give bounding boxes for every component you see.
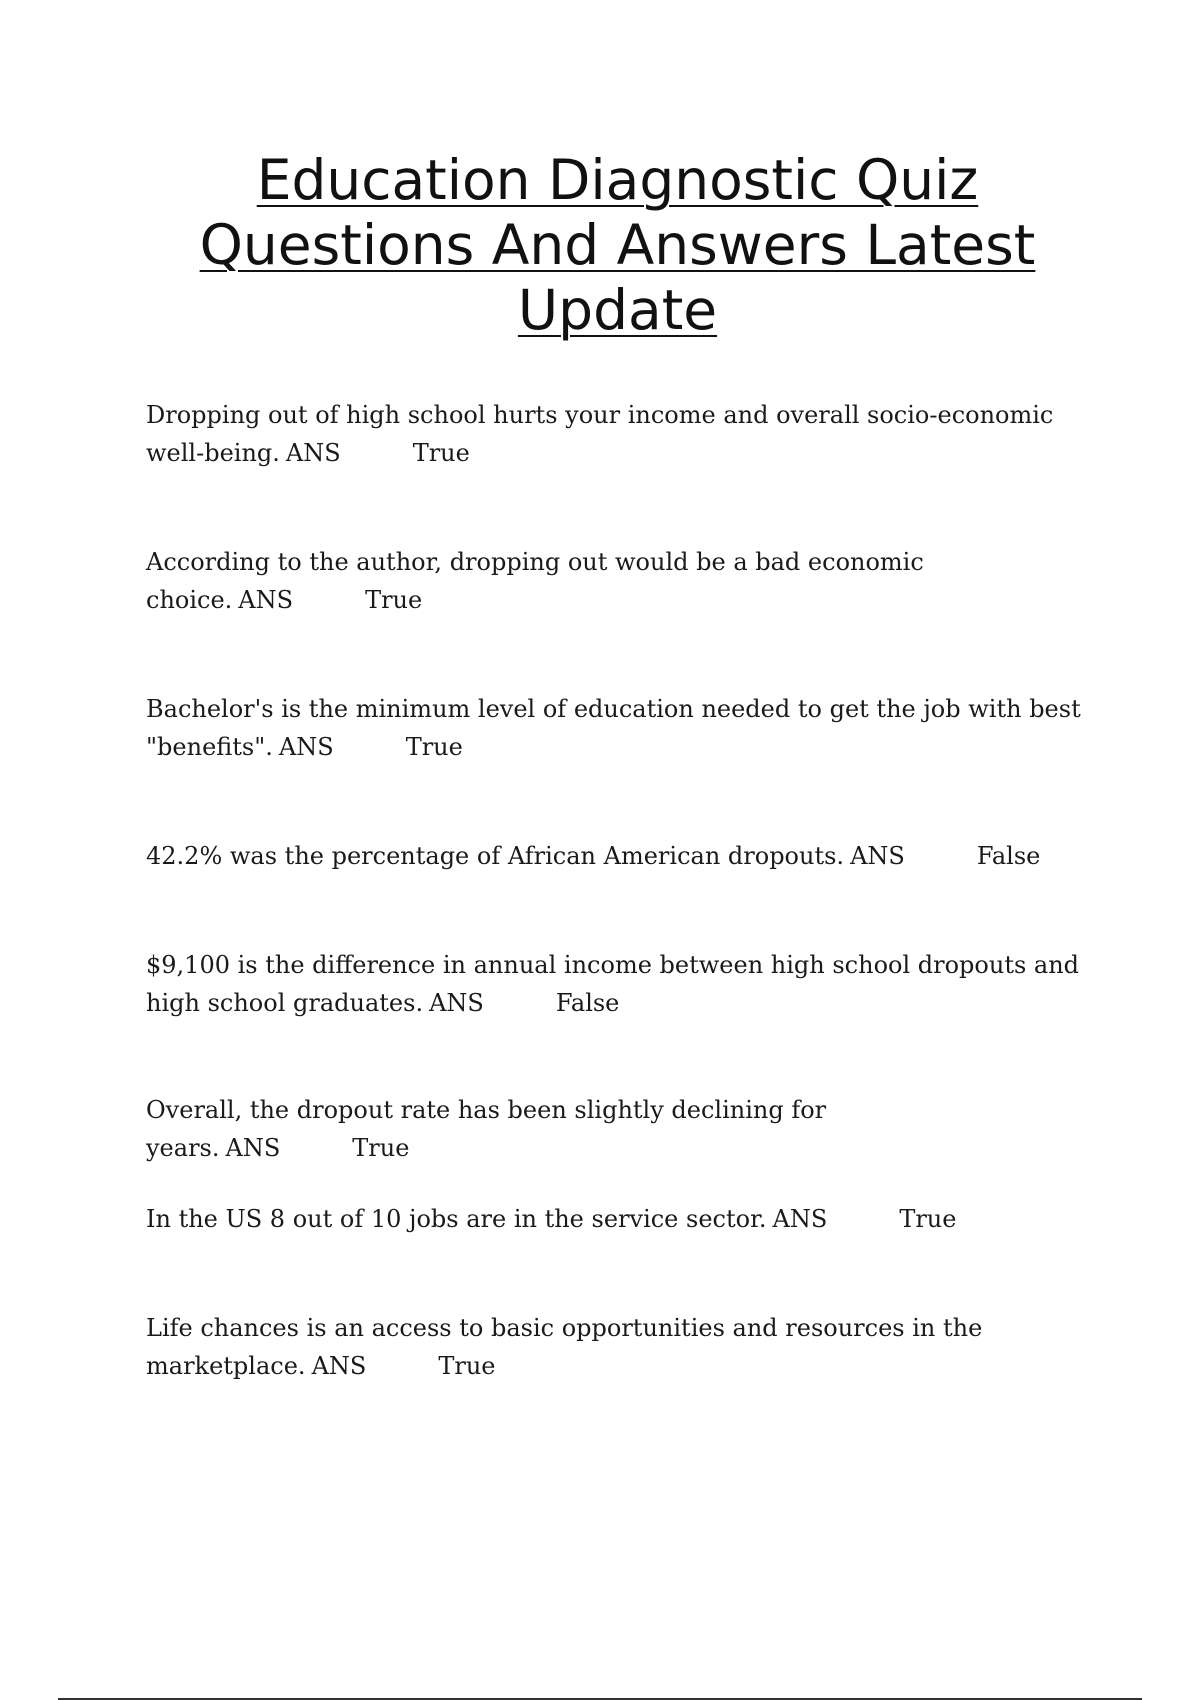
qa-item <box>146 1200 1096 1238</box>
qa-answer: True <box>365 586 423 614</box>
qa-answer: True <box>412 439 470 467</box>
qa-answer: False <box>976 842 1041 870</box>
qa-question: Overall, the dropout rate has been slightly declining for years. <box>146 1096 827 1162</box>
qa-question: Life chances is an access to basic opportunities and resources in the marketplace. <box>146 1314 983 1380</box>
qa-item <box>146 1309 1096 1385</box>
qa-answer-label: ANS <box>311 1352 367 1380</box>
qa-question: Bachelor's is the minimum level of education needed to get the job with best "benefits". <box>146 695 1081 761</box>
qa-question: 42.2% was the percentage of African American dropouts. <box>146 842 845 870</box>
qa-answer-label: ANS <box>772 1205 828 1233</box>
qa-question: $9,100 is the difference in annual income between high school dropouts and high school graduates. <box>146 951 1080 1017</box>
qa-answer-label: ANS <box>225 1134 281 1162</box>
qa-item <box>146 1091 1096 1167</box>
qa-answer-label: ANS <box>429 989 484 1017</box>
qa-answer: True <box>352 1134 410 1162</box>
qa-item <box>146 946 1096 1022</box>
qa-item <box>146 396 1096 472</box>
qa-answer-label: ANS <box>850 842 905 870</box>
qa-answer: True <box>899 1205 957 1233</box>
qa-item <box>146 837 1096 875</box>
qa-item <box>146 690 1096 766</box>
page-title: Education Diagnostic Quiz Questions And Answers Latest Update <box>199 148 1036 342</box>
qa-answer: False <box>555 989 620 1017</box>
qa-answer: True <box>438 1352 496 1380</box>
qa-question: In the US 8 out of 10 jobs are in the service sector. <box>146 1205 767 1233</box>
qa-question: According to the author, dropping out would be a bad economic choice. <box>146 548 924 614</box>
qa-answer-label: ANS <box>238 586 294 614</box>
qa-question: Dropping out of high school hurts your income and overall socio-economic well-being. <box>146 401 1054 467</box>
qa-answer-label: ANS <box>278 733 334 761</box>
qa-item <box>146 543 1096 619</box>
qa-answer-label: ANS <box>285 439 341 467</box>
qa-answer: True <box>405 733 463 761</box>
